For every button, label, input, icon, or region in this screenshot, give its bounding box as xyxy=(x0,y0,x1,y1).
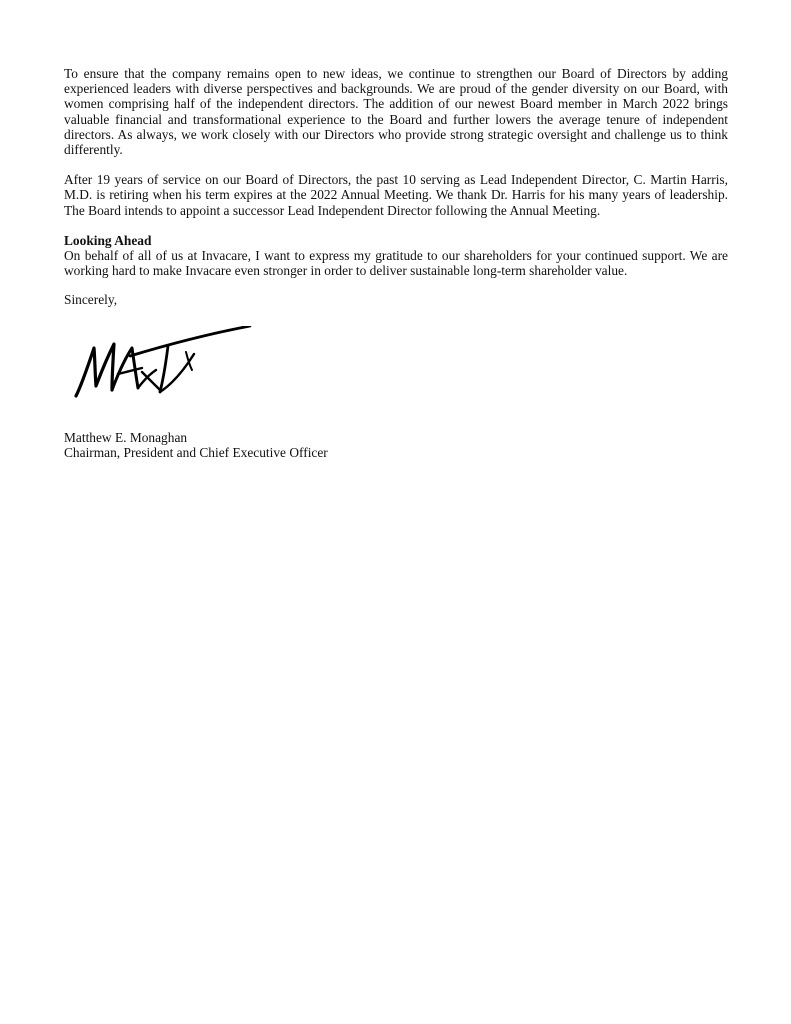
section-heading: Looking Ahead xyxy=(64,232,152,248)
letter-page xyxy=(64,66,728,460)
paragraph-gratitude: On behalf of all of us at Invacare, I want to express my gratitude to our shareholders for your continued support. We are working hard to make Invacare even stronger in order to deliver sustainable long-term shareholder value. xyxy=(64,248,728,279)
signatory-name: Matthew E. Monaghan xyxy=(64,429,188,445)
paragraph-board-diversity: To ensure that the company remains open to new ideas, we continue to strengthen our Board of Directors by adding experienced leaders with diverse perspectives and backgrounds. We are proud of the gender diversity on our Board, with women comprising half of the independent directors. The addition of our newest Board member in March 2022 brings valuable financial and transformational experience to the Board and further lowers the average tenure of independent directors. As always, we work closely with our Directors who provide strong strategic oversight and challenge us to think differently. xyxy=(64,66,728,158)
paragraph-lead-director-retirement: After 19 years of service on our Board of Directors, the past 10 serving as Lead Independent Director, C. Martin Harris, M.D. is retiring when his term expires at the 2022 Annual Meeting. We thank Dr. Harris for his many years of leadership. The Board intends to appoint a successor Lead Independent Director following the Annual Meeting. xyxy=(64,172,728,218)
handwritten-signature xyxy=(68,326,258,406)
section-looking-ahead xyxy=(64,233,728,279)
closing-salutation: Sincerely, xyxy=(64,292,118,308)
signatory-title: Chairman, President and Chief Executive Officer xyxy=(64,444,328,460)
signature-block xyxy=(64,430,728,460)
